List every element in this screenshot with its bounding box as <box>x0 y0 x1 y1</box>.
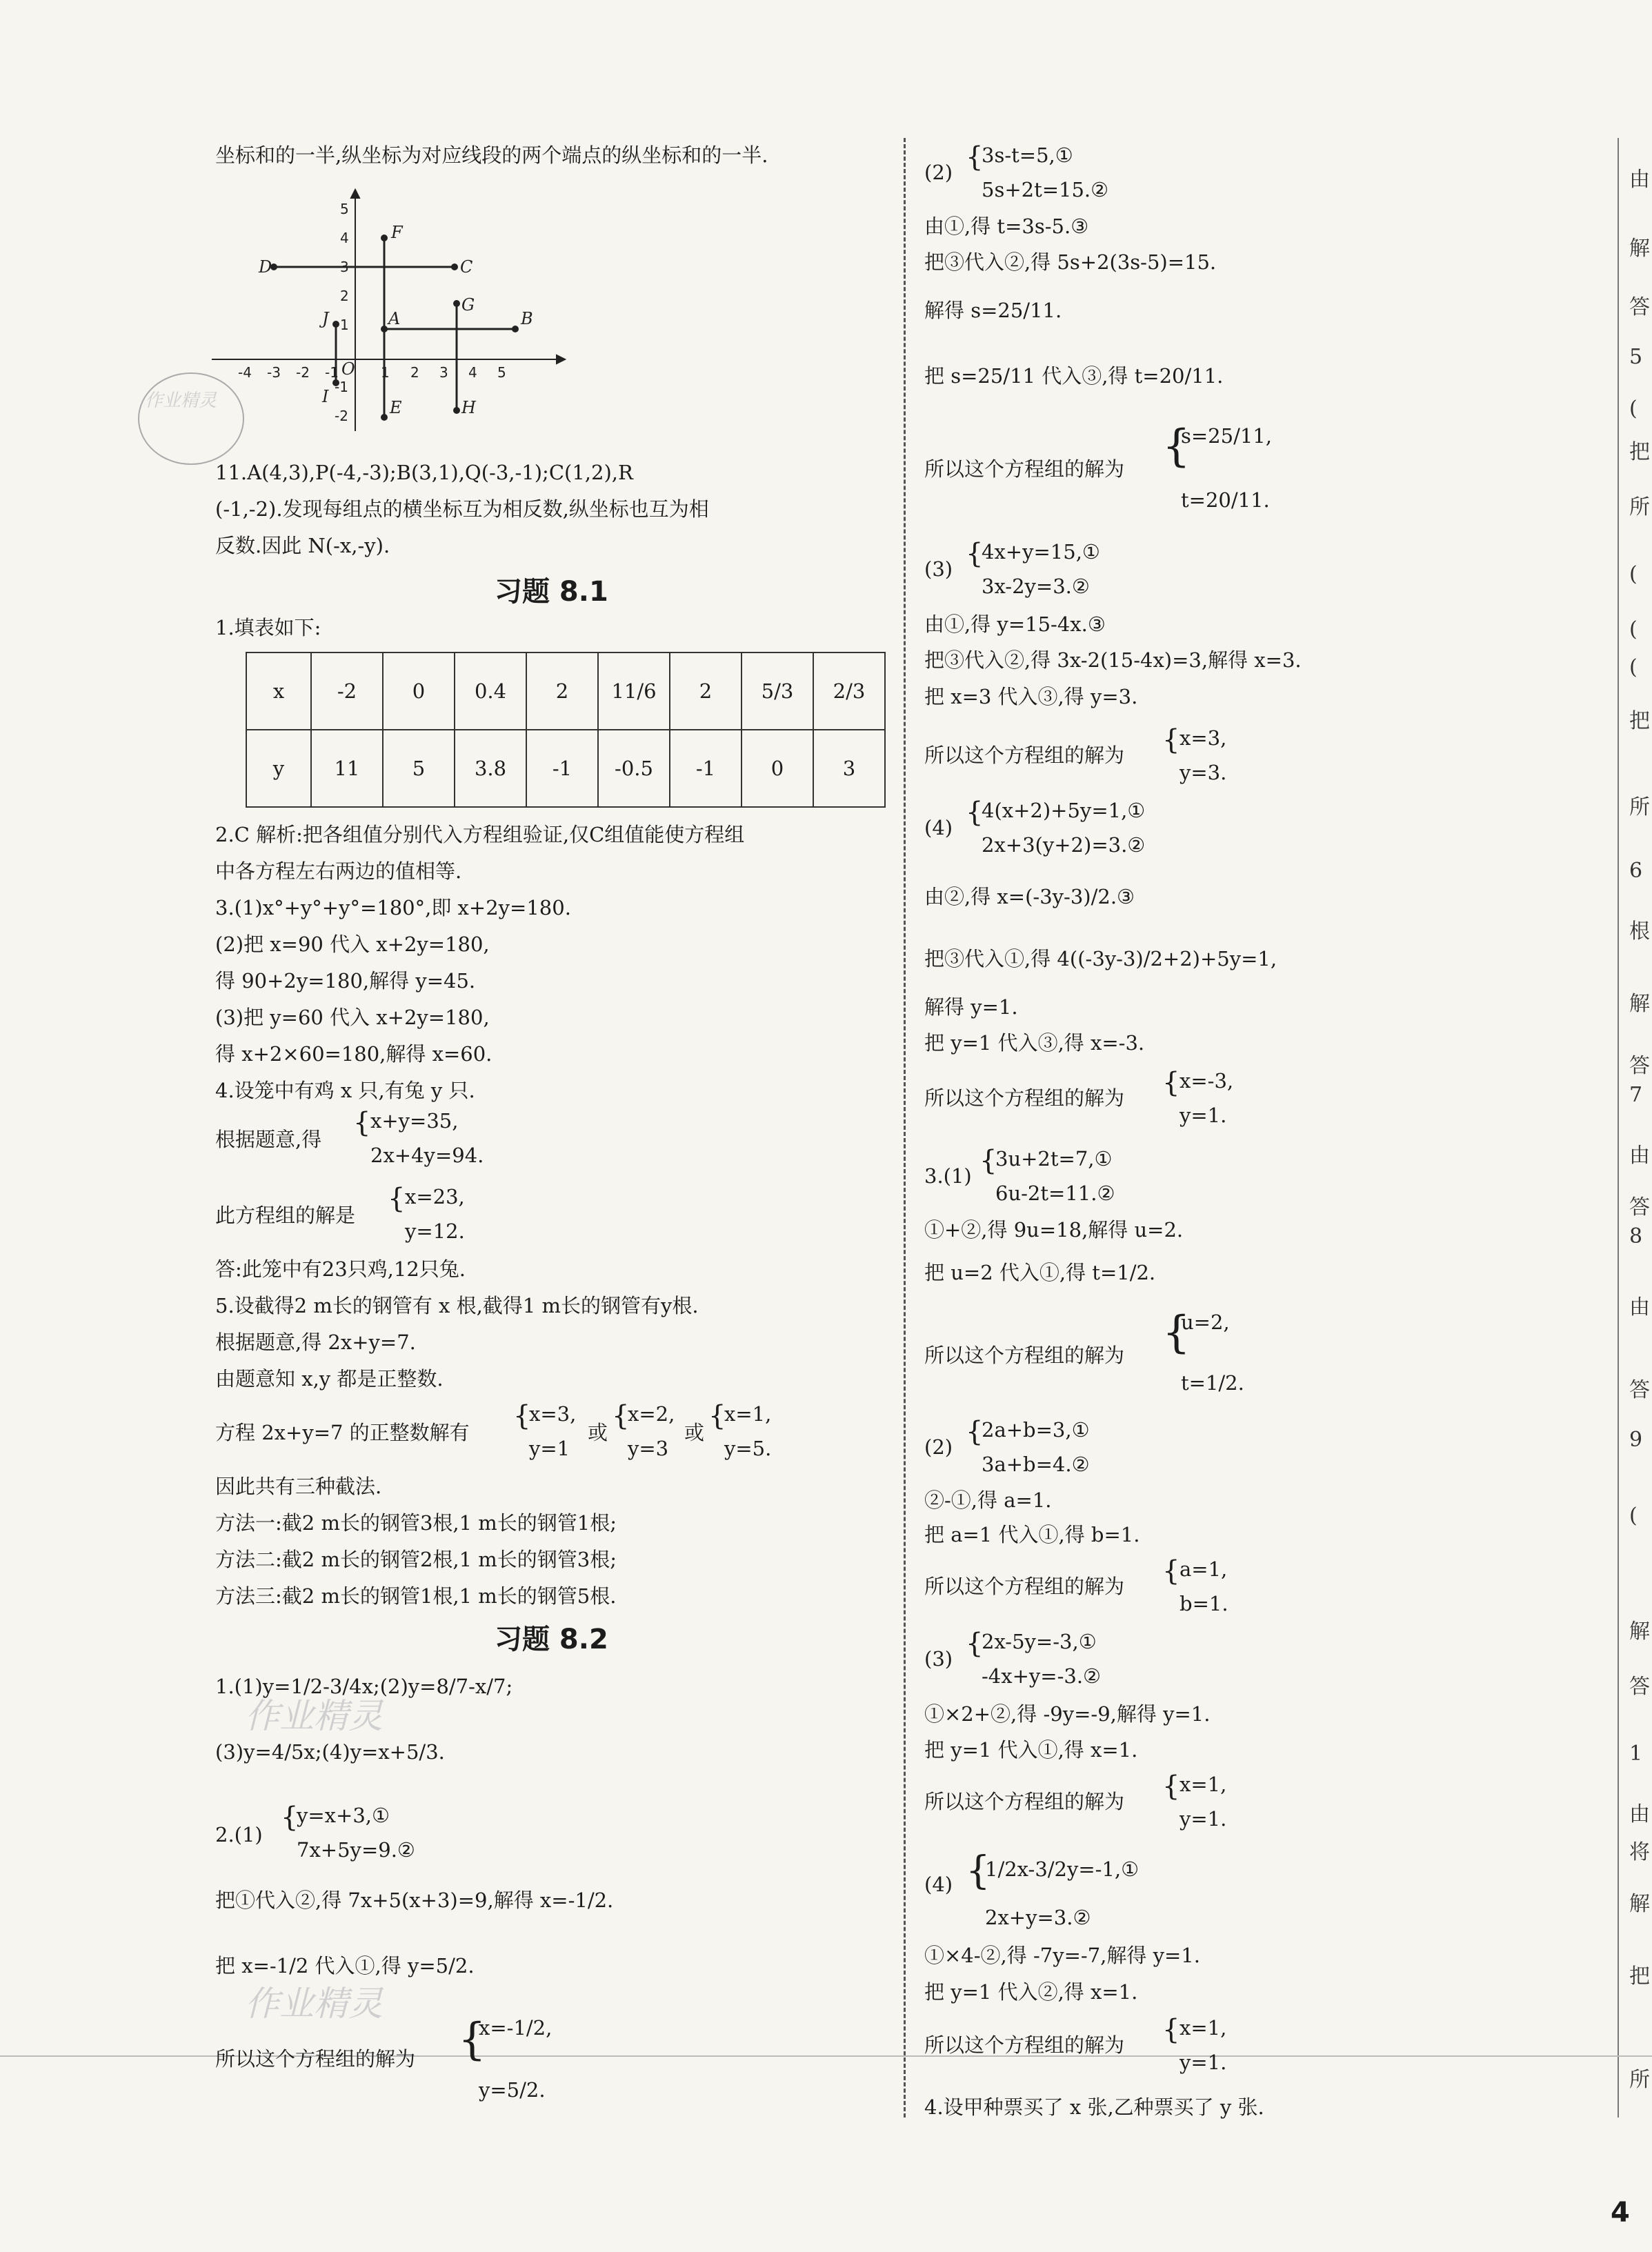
x-tick-label: -3 <box>267 364 281 381</box>
t3-sol2: t=1/2. <box>1181 1371 1244 1395</box>
t34-sol2: y=1. <box>1180 2051 1227 2074</box>
edge-fragment: 将 <box>1629 1840 1650 1864</box>
q11-line2: (-1,-2).发现每组点的横坐标互为相反数,纵坐标也互为相 <box>215 497 709 521</box>
s2-step1: 由①,得 t=3s-5.③ <box>924 215 1089 238</box>
q3-line1: 3.(1)x°+y°+y°=180°,即 x+2y=180. <box>215 896 571 919</box>
t3-sol1: u=2, <box>1181 1311 1230 1334</box>
table-cell: 0 <box>742 730 813 807</box>
s3-sol-intro: 所以这个方程组的解为 <box>924 744 1125 767</box>
point-g <box>453 300 460 307</box>
edge-fragment: 解 <box>1629 992 1650 1016</box>
q4-line1: 4.设笼中有鸡 x 只,有兔 y 只. <box>215 1079 475 1102</box>
table-cell: 3.8 <box>455 730 526 807</box>
p2-label: 2.(1) <box>215 1823 263 1846</box>
edge-fragment: 解 <box>1629 1892 1650 1916</box>
q5-line2: 根据题意,得 2x+y=7. <box>215 1331 416 1354</box>
table-cell: y <box>246 730 311 807</box>
brace: { <box>966 1849 991 1893</box>
brace: { <box>1162 1307 1191 1358</box>
brace: { <box>388 1183 406 1215</box>
t3-eq1: 3u+2t=7,① <box>995 1147 1113 1170</box>
t3-sol-intro: 所以这个方程组的解为 <box>924 1344 1125 1367</box>
s4-sol2: y=1. <box>1180 1104 1227 1127</box>
watermark-text: 作业精灵 <box>145 390 217 411</box>
s3-step1: 由①,得 y=15-4x.③ <box>924 612 1106 636</box>
t34-eq2: 2x+y=3.② <box>985 1906 1091 1929</box>
s3-sol2: y=3. <box>1180 761 1227 784</box>
x-tick-label: -1 <box>325 364 339 381</box>
watermark-text: 作业精灵 <box>245 1984 383 2024</box>
y-tick-label: 3 <box>340 259 349 275</box>
edge-fragment: ( <box>1629 617 1638 641</box>
p2-eq2: 7x+5y=9.② <box>297 1838 415 1862</box>
section-heading-8-2: 习题 8.2 <box>495 1624 608 1655</box>
edge-fragment: 由 <box>1629 1144 1650 1168</box>
t3-eq2: 6u-2t=11.② <box>995 1182 1115 1205</box>
s4-sol1: x=-3, <box>1180 1069 1234 1093</box>
table-cell: 11 <box>311 730 383 807</box>
section-heading-8-1: 习题 8.1 <box>495 576 608 608</box>
point-b <box>512 326 519 332</box>
s4-label: (4) <box>924 816 953 839</box>
x-tick-label: 1 <box>381 364 390 381</box>
q11-line3: 反数.因此 N(-x,-y). <box>215 534 390 557</box>
q3-line5: 得 x+2×60=180,解得 x=60. <box>215 1042 492 1066</box>
point-j <box>332 321 339 328</box>
y-tick-label: 4 <box>340 230 349 246</box>
x-tick-label: -4 <box>238 364 252 381</box>
edge-fragment: 5 <box>1629 345 1643 369</box>
t33-sol-intro: 所以这个方程组的解为 <box>924 1790 1125 1813</box>
edge-fragment: 所 <box>1629 495 1650 519</box>
q2-line1: 2.C 解析:把各组值分别代入方程组验证,仅C组值能使方程组 <box>215 823 745 846</box>
watermark-text: 作业精灵 <box>245 1696 383 1736</box>
table-cell: 0.4 <box>455 652 526 730</box>
t33-step1: ①×2+②,得 -9y=-9,解得 y=1. <box>924 1702 1211 1726</box>
s4-sol-intro: 所以这个方程组的解为 <box>924 1086 1125 1110</box>
x-tick-label: 2 <box>410 364 419 381</box>
s2-eq1: 3s-t=5,① <box>982 143 1073 167</box>
t3-label: 3.(1) <box>924 1164 972 1188</box>
table-cell: 3 <box>813 730 885 807</box>
q4-intro: 根据题意,得 <box>215 1128 322 1151</box>
s3-label: (3) <box>924 557 953 581</box>
edge-fragment: 由 <box>1629 1295 1650 1319</box>
t34-label: (4) <box>924 1873 953 1896</box>
y-tick-label: 2 <box>340 288 349 304</box>
s4-step3: 解得 y=1. <box>924 995 1018 1019</box>
q5-sol-c1: x=1, <box>724 1402 772 1426</box>
edge-fragment: 把 <box>1629 709 1650 733</box>
q1-text: 1.填表如下: <box>215 616 321 639</box>
table-cell: -1 <box>670 730 742 807</box>
edge-fragment: 答 <box>1629 1054 1650 1078</box>
t32-eq1: 2a+b=3,① <box>982 1418 1090 1442</box>
label-j: J <box>322 309 329 328</box>
q5-sol-c2: y=5. <box>724 1437 772 1460</box>
p1-line1: 1.(1)y=1/2-3/4x;(2)y=8/7-x/7; <box>215 1675 513 1698</box>
s4-step2: 把③代入①,得 4((-3y-3)/2+2)+5y=1, <box>924 947 1277 970</box>
q5-line4: 方程 2x+y=7 的正整数解有 <box>215 1421 470 1444</box>
s3-eq1: 4x+y=15,① <box>982 540 1100 564</box>
t33-eq2: -4x+y=-3.② <box>982 1664 1102 1688</box>
x-tick-label: 3 <box>439 364 448 381</box>
edge-fragment: 9 <box>1629 1428 1643 1452</box>
q5-line5: 因此共有三种截法. <box>215 1475 382 1498</box>
t34-sol-intro: 所以这个方程组的解为 <box>924 2033 1125 2057</box>
s2-step4: 把 s=25/11 代入③,得 t=20/11. <box>924 364 1224 388</box>
t33-step2: 把 y=1 代入①,得 x=1. <box>924 1738 1138 1762</box>
brace: { <box>966 141 984 173</box>
t33-eq1: 2x-5y=-3,① <box>982 1630 1097 1653</box>
y-tick-label: -1 <box>335 379 348 395</box>
s4-step1: 由②,得 x=(-3y-3)/2.③ <box>924 885 1135 908</box>
t33-label: (3) <box>924 1647 953 1671</box>
point-h <box>453 407 460 414</box>
table-cell: -0.5 <box>598 730 670 807</box>
label-d: D <box>259 257 272 277</box>
q4-answer: 答:此笼中有23只鸡,12只兔. <box>215 1257 466 1281</box>
label-g: G <box>461 295 475 315</box>
y-tick-label: 5 <box>340 201 349 217</box>
s2-sol1: s=25/11, <box>1181 424 1272 448</box>
table-cell: 0 <box>383 652 455 730</box>
edge-fragment: 1 <box>1629 1742 1643 1766</box>
s2-sol-intro: 所以这个方程组的解为 <box>924 457 1125 481</box>
s2-sol2: t=20/11. <box>1181 488 1270 512</box>
q4-eq1: x+y=35, <box>370 1109 459 1133</box>
q5-method1: 方法一:截2 m长的钢管3根,1 m长的钢管1根; <box>215 1511 617 1535</box>
q3-line3: 得 90+2y=180,解得 y=45. <box>215 969 476 993</box>
label-i: I <box>322 387 329 406</box>
label-a: A <box>388 309 401 328</box>
q4-sol-intro: 此方程组的解是 <box>215 1204 356 1227</box>
s2-label: (2) <box>924 161 953 184</box>
s4-eq1: 4(x+2)+5y=1,① <box>982 799 1146 822</box>
t34-sol1: x=1, <box>1180 2016 1227 2040</box>
label-o: O <box>341 359 355 379</box>
brace: { <box>1162 1771 1180 1802</box>
y-tick-label: 1 <box>340 317 349 333</box>
t34-step1: ①×4-②,得 -7y=-7,解得 y=1. <box>924 1944 1200 1967</box>
q3-line2: (2)把 x=90 代入 x+2y=180, <box>215 933 490 956</box>
t32-step1: ②-①,得 a=1. <box>924 1488 1052 1512</box>
edge-fragment: 解 <box>1629 237 1650 261</box>
q4-eq2: 2x+4y=94. <box>370 1144 484 1167</box>
q5-or1: 或 <box>588 1421 608 1444</box>
table-row <box>246 730 885 807</box>
t32-eq2: 3a+b=4.② <box>982 1453 1090 1476</box>
brace: { <box>281 1802 299 1833</box>
edge-fragment: 解 <box>1629 1620 1650 1644</box>
s3-step3: 把 x=3 代入③,得 y=3. <box>924 685 1138 708</box>
label-f: F <box>391 223 403 242</box>
q5-line3: 由题意知 x,y 都是正整数. <box>215 1367 444 1391</box>
point-c <box>451 263 458 270</box>
table-cell: -1 <box>526 730 598 807</box>
intro-text: 坐标和的一半,纵坐标为对应线段的两个端点的纵坐标和的一半. <box>215 143 768 167</box>
brace: { <box>966 797 984 828</box>
s4-eq2: 2x+3(y+2)=3.② <box>982 833 1146 857</box>
brace: { <box>979 1145 997 1177</box>
brace: { <box>1162 421 1191 472</box>
brace: { <box>1162 2014 1180 2046</box>
q3-line4: (3)把 y=60 代入 x+2y=180, <box>215 1006 490 1029</box>
x-tick-label: 5 <box>497 364 506 381</box>
edge-fragment: 根 <box>1629 919 1650 944</box>
q2-line2: 中各方程左右两边的值相等. <box>215 859 462 883</box>
edge-fragment: 6 <box>1629 859 1643 883</box>
p1-line2: (3)y=4/5x;(4)y=x+5/3. <box>215 1740 445 1764</box>
edge-fragment: 8 <box>1629 1224 1643 1248</box>
edge-fragment: ( <box>1629 562 1638 586</box>
brace: { <box>1162 1067 1180 1099</box>
right-edge-line <box>1618 138 1619 2118</box>
table-cell: 2 <box>670 652 742 730</box>
brace: { <box>612 1400 630 1432</box>
label-b: B <box>521 309 533 328</box>
brace: { <box>1162 724 1180 756</box>
edge-fragment: ( <box>1629 655 1638 679</box>
coordinate-graph <box>212 183 584 445</box>
table-cell: 2 <box>526 652 598 730</box>
p2-sol1: x=-1/2, <box>479 2016 553 2040</box>
table-row <box>246 652 885 730</box>
p2-step2: 把 x=-1/2 代入①,得 y=5/2. <box>215 1954 475 1977</box>
table-cell: x <box>246 652 311 730</box>
brace: { <box>458 2014 486 2065</box>
edge-fragment: 答 <box>1629 1378 1650 1402</box>
table-cell: -2 <box>311 652 383 730</box>
t3-step2: 把 u=2 代入①,得 t=1/2. <box>924 1261 1156 1284</box>
y-axis-arrow <box>351 190 359 198</box>
table-cell: 2/3 <box>813 652 885 730</box>
t33-sol2: y=1. <box>1180 1807 1227 1831</box>
q5-sol-a2: y=1 <box>529 1437 570 1460</box>
brace: { <box>353 1107 371 1139</box>
edge-fragment: 答 <box>1629 295 1650 319</box>
edge-fragment: 由 <box>1629 1802 1650 1826</box>
table-cell: 11/6 <box>598 652 670 730</box>
x-tick-label: 4 <box>468 364 477 381</box>
edge-fragment: 把 <box>1629 1964 1650 1989</box>
x-tick-label: -2 <box>296 364 310 381</box>
value-table <box>246 652 886 808</box>
brace: { <box>966 1416 984 1448</box>
edge-fragment: 所 <box>1629 795 1650 819</box>
point-f <box>381 235 388 241</box>
edge-fragment: ( <box>1629 397 1638 421</box>
t32-sol-intro: 所以这个方程组的解为 <box>924 1575 1125 1598</box>
s2-eq2: 5s+2t=15.② <box>982 178 1109 201</box>
page-number: 4 <box>1611 2197 1630 2229</box>
s2-step3: 解得 s=25/11. <box>924 299 1062 322</box>
brace: { <box>1162 1555 1180 1587</box>
s3-eq2: 3x-2y=3.② <box>982 575 1090 598</box>
table-cell: 5 <box>383 730 455 807</box>
s2-step2: 把③代入②,得 5s+2(3s-5)=15. <box>924 250 1217 274</box>
label-e: E <box>390 398 402 417</box>
q5-sol-b2: y=3 <box>628 1437 669 1460</box>
label-c: C <box>460 257 473 277</box>
p2-sol-intro: 所以这个方程组的解为 <box>215 2047 416 2071</box>
q11-line1: 11.A(4,3),P(-4,-3);B(3,1),Q(-3,-1);C(1,2),R <box>215 461 633 484</box>
p2-eq1: y=x+3,① <box>297 1804 390 1827</box>
s3-step2: 把③代入②,得 3x-2(15-4x)=3,解得 x=3. <box>924 648 1302 672</box>
edge-fragment: 所 <box>1629 2068 1650 2092</box>
s4-step4: 把 y=1 代入③,得 x=-3. <box>924 1031 1145 1055</box>
brace: { <box>966 538 984 570</box>
p2-step1: 把①代入②,得 7x+5(x+3)=9,解得 x=-1/2. <box>215 1889 614 1912</box>
edge-fragment: 答 <box>1629 1195 1650 1219</box>
brace: { <box>708 1400 726 1432</box>
y-tick-label: -2 <box>335 408 348 424</box>
q4-sol1: x=23, <box>405 1185 465 1208</box>
column-divider <box>904 138 906 2118</box>
edge-fragment: 7 <box>1629 1083 1643 1107</box>
t32-step2: 把 a=1 代入①,得 b=1. <box>924 1523 1140 1546</box>
brace: { <box>513 1400 531 1432</box>
t32-sol1: a=1, <box>1180 1557 1228 1581</box>
t32-sol2: b=1. <box>1180 1592 1228 1615</box>
s3-sol1: x=3, <box>1180 726 1227 750</box>
q5-line1: 5.设截得2 m长的钢管有 x 根,截得1 m长的钢管有y根. <box>215 1294 699 1317</box>
label-h: H <box>461 398 476 417</box>
t32-label: (2) <box>924 1435 953 1459</box>
q4-sol2: y=12. <box>405 1219 465 1243</box>
point-a <box>381 326 388 332</box>
q5-method2: 方法二:截2 m长的钢管2根,1 m长的钢管3根; <box>215 1548 617 1571</box>
brace: { <box>966 1628 984 1660</box>
x-axis-arrow <box>557 355 565 363</box>
edge-fragment: 由 <box>1629 168 1650 192</box>
q5-or2: 或 <box>684 1421 705 1444</box>
table-cell: 5/3 <box>742 652 813 730</box>
p2-sol2: y=5/2. <box>479 2078 546 2102</box>
q5-method3: 方法三:截2 m长的钢管1根,1 m长的钢管5根. <box>215 1584 617 1608</box>
q5-sol-a1: x=3, <box>529 1402 577 1426</box>
t33-sol1: x=1, <box>1180 1773 1227 1796</box>
edge-fragment: 答 <box>1629 1675 1650 1699</box>
edge-fragment: ( <box>1629 1504 1638 1528</box>
t4-text: 4.设甲种票买了 x 张,乙种票买了 y 张. <box>924 2095 1264 2119</box>
t34-step2: 把 y=1 代入②,得 x=1. <box>924 1980 1138 2004</box>
q5-sol-b1: x=2, <box>628 1402 675 1426</box>
point-e <box>381 414 388 421</box>
t34-eq1: 1/2x-3/2y=-1,① <box>985 1857 1140 1881</box>
t3-step1: ①+②,得 9u=18,解得 u=2. <box>924 1218 1184 1242</box>
edge-fragment: 把 <box>1629 440 1650 464</box>
